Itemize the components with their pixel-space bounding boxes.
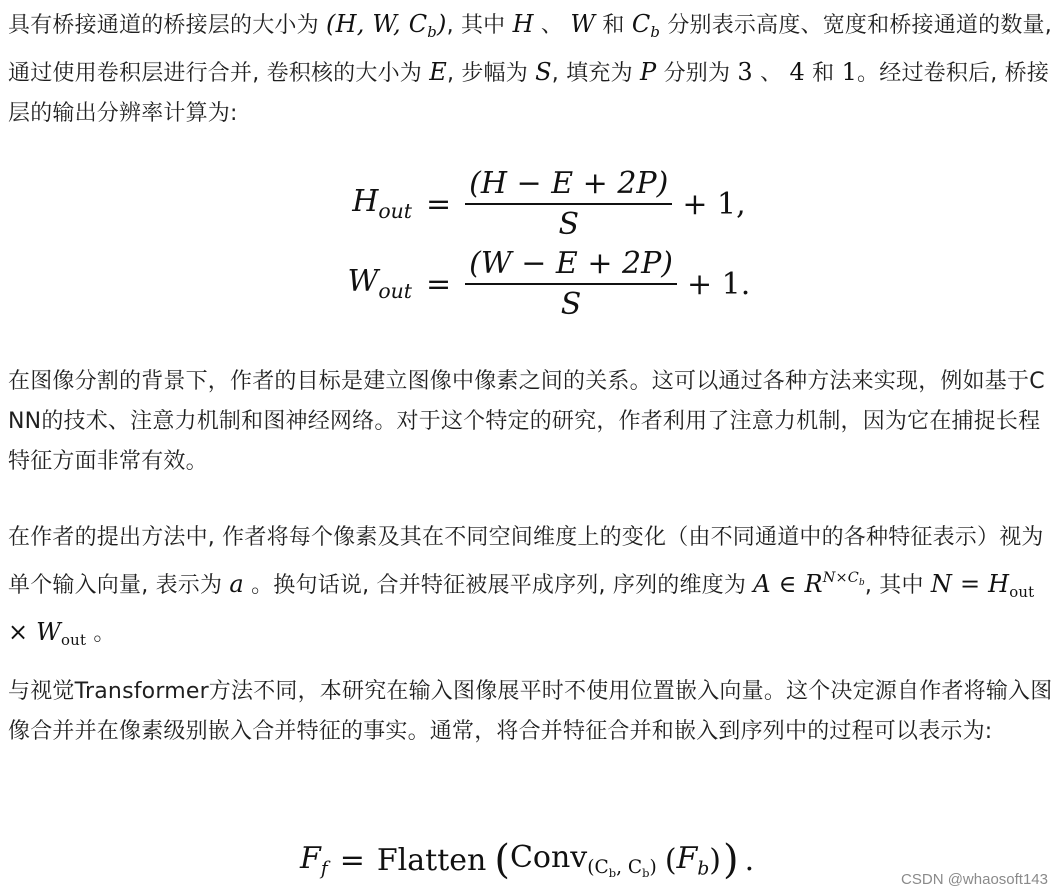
eq-numerator: (H − E + 2P) [469,166,669,201]
eq-arg-close: ) [709,842,721,878]
eq-arg-open: ( [664,842,677,878]
watermark: CSDN @whaosoft143 [901,871,1048,888]
equation-flatten-conv [300,830,754,890]
text: , 填充为 [551,61,633,87]
text: 。经过卷积后, 桥接层的输出分辨率计算为: [8,61,1050,127]
math-W: W [570,10,596,38]
eq-equals: = [339,842,365,878]
math-size-tuple: (H, W, $C_b$) [326,10,447,42]
eq-fraction [465,246,677,322]
math-S: S [535,58,552,87]
eq-big-lparen: ( [494,837,510,883]
eq-arg: $F_b$ [676,840,710,880]
text: 、 [540,13,564,38]
equation-output-resolution [330,158,790,328]
math-P: P [640,58,657,87]
eq-denominator: S [558,207,579,242]
text: 、 [760,61,783,87]
text: 。 [93,621,116,647]
text: , 其中 [446,13,506,38]
math-H: H [512,10,534,38]
equation-row-wout [330,244,750,324]
text: , 其中 [864,573,924,599]
eq-denominator: S [560,287,582,322]
math-4: 4 [789,58,805,87]
text: 分别表示高度、宽度和桥接通道的数量, 通过使用卷积层进行合并, 卷积核的大小为 [8,13,1052,87]
eq-lhs: $W_{out}$ [347,264,412,304]
paragraph-bridge-layer [8,4,1054,134]
eq-end: . [744,842,755,878]
math-E: E [429,58,447,87]
equation-row-hout [330,164,746,244]
math-N: $N = H_{out} \times W_{out}$ [8,570,1035,650]
paragraph-method [8,518,1054,660]
eq-numerator: (W − E + 2P) [469,246,673,281]
text: 具有桥接通道的桥接层的大小为 [8,13,319,38]
paragraph-no-position-embedding: 与视觉Transformer方法不同，本研究在输入图像展平时不使用位置嵌入向量。这个决定源自作者将输入图像合并并在像素级别嵌入合并特征的事实。通常，将合并特征合并和嵌入到序列中的过程可以表示为: [8,679,1053,744]
eq-tail: + 1. [686,266,751,302]
text: 。换句话说, 合并特征被展平成序列, 序列的维度为 [251,573,747,599]
math-3: 3 [737,58,753,87]
math-a: a [229,570,244,599]
paragraph-context: 在图像分割的背景下，作者的目标是建立图像中像素之间的关系。这可以通过各种方法来实现，例如基于CNN的技术、注意力机制和图神经网络。对于这个特定的研究，作者利用了注意力机制，因为它在捕捉长程特征方面非常有效。 [8,369,1045,474]
text: 在作者的提出方法中, 作者将每个像素及其在不同空间维度上的变化（由不同通道中的各种特征表示）视为单个输入向量, 表示为 [8,525,1044,599]
eq-big-rparen: ) [722,837,739,883]
eq-equals: = [426,186,452,222]
eq-lhs: $H_{out}$ [352,184,412,224]
eq-equals: = [426,266,452,302]
text: 和 [602,13,625,38]
math-Cb: $C_b$ [631,10,661,42]
text: , 步幅为 [446,61,528,87]
math-A-in-R: A ∈ $R^{N\times C_b}$ [753,570,865,599]
eq-conv: Conv$_{(C_b, C_b)}$ [509,839,657,881]
text: 和 [812,61,835,87]
eq-flatten: Flatten [376,842,487,878]
text: 分别为 [663,61,731,87]
eq-fraction [465,166,672,242]
eq-tail: + 1, [682,186,746,222]
math-1: 1 [841,58,858,87]
eq-lhs: $F_f$ [300,840,328,880]
